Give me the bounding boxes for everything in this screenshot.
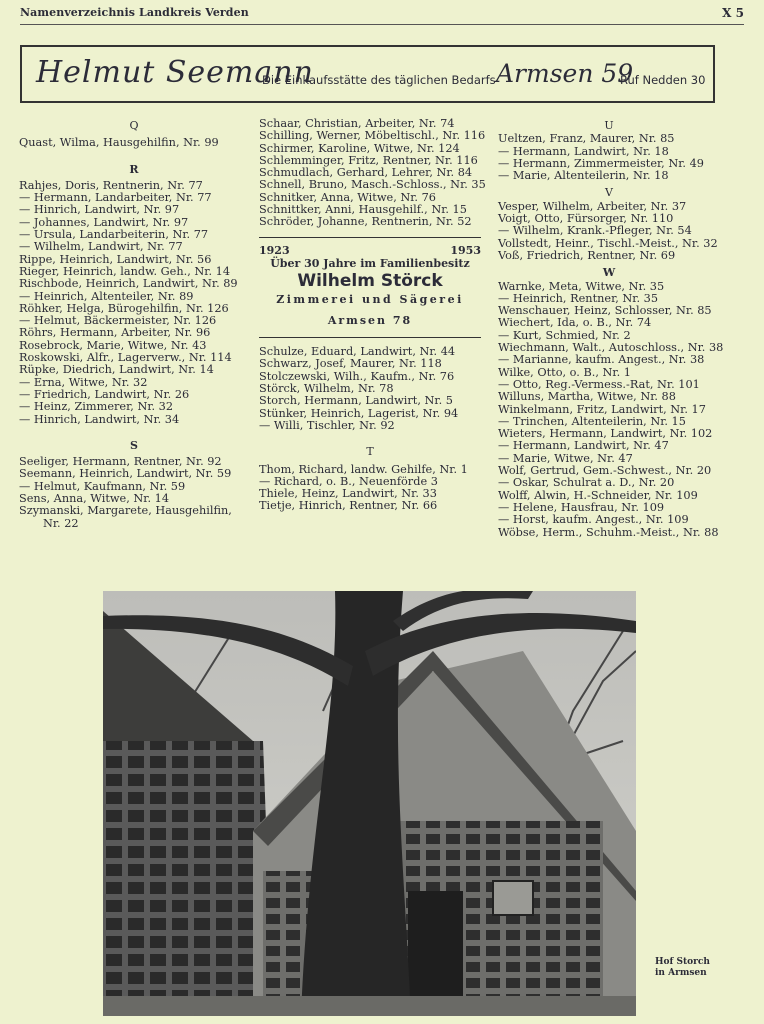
- caption-line-2: in Armsen: [655, 968, 707, 978]
- list-item: Wieters, Hermann, Landwirt, Nr. 102: [498, 427, 713, 441]
- list-item: Quast, Wilma, Hausgehilfin, Nr. 99: [19, 136, 219, 150]
- ad-name: Helmut Seemann: [36, 55, 314, 90]
- list-item: — Helene, Hausfrau, Nr. 109: [498, 500, 665, 514]
- list-item: [19, 505, 249, 530]
- list-item: — Otto, Reg.-Vermess.-Rat, Nr. 101: [498, 377, 700, 391]
- list-item: Röhker, Helga, Bürogehilfin, Nr. 126: [19, 301, 229, 315]
- list-item: — Hermann, Zimmermeister, Nr. 49: [498, 156, 704, 170]
- list-item: — Wilhelm, Krank.-Pfleger, Nr. 54: [498, 224, 692, 238]
- list-item: — Erna, Witwe, Nr. 32: [19, 375, 148, 389]
- list-item: — Heinz, Zimmerer, Nr. 32: [19, 400, 174, 414]
- list-item: Schilling, Werner, Möbeltischl., Nr. 116: [259, 129, 486, 143]
- list-item: Thiele, Heinz, Landwirt, Nr. 33: [259, 487, 437, 501]
- list-item: — Hinrich, Landwirt, Nr. 97: [19, 203, 180, 217]
- list-item: — Helmut, Bäckermeister, Nr. 126: [19, 314, 217, 328]
- header-title: Namenverzeichnis Landkreis Verden: [20, 6, 249, 19]
- list-item: Tietje, Hinrich, Rentner, Nr. 66: [259, 499, 438, 513]
- list-item: — Johannes, Landwirt, Nr. 97: [19, 215, 189, 229]
- list-item: Rieger, Heinrich, landw. Geh., Nr. 14: [19, 264, 231, 278]
- farmhouse-photo: [103, 591, 636, 1016]
- list-item: Ueltzen, Franz, Maurer, Nr. 85: [498, 132, 675, 146]
- list-item: — Hermann, Landarbeiter, Nr. 77: [19, 191, 212, 205]
- list-item: Schlemminger, Fritz, Rentner, Nr. 116: [259, 153, 478, 167]
- section-letter: Q: [129, 119, 139, 132]
- list-item: — Heinrich, Rentner, Nr. 35: [498, 291, 659, 305]
- list-item: Schwarz, Josef, Maurer, Nr. 118: [259, 357, 442, 371]
- list-item: Sens, Anna, Witwe, Nr. 14: [19, 492, 170, 506]
- section-letter: T: [366, 445, 374, 459]
- list-item: Vesper, Wilhelm, Arbeiter, Nr. 37: [498, 199, 687, 213]
- list-item: — Marianne, kaufm. Angest., Nr. 38: [498, 353, 705, 367]
- list-item: — Kurt, Schmied, Nr. 2: [498, 328, 631, 342]
- column-1: [19, 118, 249, 530]
- list-item: Seemann, Heinrich, Landwirt, Nr. 59: [19, 467, 232, 481]
- ad2-year-to: 1953: [450, 243, 481, 257]
- section-letter: R: [129, 162, 139, 176]
- section-letter: W: [602, 266, 616, 280]
- advertisement-seemann: [20, 45, 715, 103]
- list-item: Rosebrock, Marie, Witwe, Nr. 43: [19, 338, 207, 352]
- page-number: X 5: [722, 6, 744, 20]
- entries-mid: [259, 346, 481, 432]
- list-item: — Richard, o. B., Neuenförde 3: [259, 474, 438, 488]
- caption-line-1: Hof Storch: [655, 957, 710, 967]
- ad2-years: [259, 245, 481, 257]
- list-item-line: Szymanski, Margarete, Hausgehilfin,: [19, 504, 232, 518]
- list-item: Voß, Friedrich, Rentner, Nr. 69: [498, 248, 676, 262]
- list-item: — Helmut, Kaufmann, Nr. 59: [19, 479, 186, 493]
- ad2-town: Armsen 78: [327, 313, 413, 327]
- list-item: Rippe, Heinrich, Landwirt, Nr. 56: [19, 252, 212, 266]
- list-item: Vollstedt, Heinr., Tischl.-Meist., Nr. 32: [498, 236, 718, 250]
- list-item: — Willi, Tischler, Nr. 92: [259, 418, 395, 432]
- list-item: — Trinchen, Altenteilerin, Nr. 15: [498, 414, 686, 428]
- list-item: Seeliger, Hermann, Rentner, Nr. 92: [19, 455, 222, 469]
- list-item: Rüpke, Diedrich, Landwirt, Nr. 14: [19, 363, 214, 377]
- photo-caption: [655, 957, 710, 979]
- ad2-year-from: 1923: [259, 243, 290, 257]
- list-item: Winkelmann, Fritz, Landwirt, Nr. 17: [498, 402, 706, 416]
- list-item: — Marie, Altenteilerin, Nr. 18: [498, 169, 669, 183]
- list-item: Röhrs, Hermann, Arbeiter, Nr. 96: [19, 326, 211, 340]
- ad2-name: Wilhelm Störck: [297, 271, 443, 292]
- list-item: — Horst, kaufm. Angest., Nr. 109: [498, 513, 689, 527]
- list-item: Wöbse, Herm., Schuhm.-Meist., Nr. 88: [498, 525, 719, 539]
- list-item: Storch, Hermann, Landwirt, Nr. 5: [259, 394, 453, 408]
- list-item: Schirmer, Karoline, Witwe, Nr. 124: [259, 141, 460, 155]
- list-item: — Friedrich, Landwirt, Nr. 26: [19, 387, 190, 401]
- list-item: — Oskar, Schulrat a. D., Nr. 20: [498, 476, 675, 490]
- list-item: Rischbode, Heinrich, Landwirt, Nr. 89: [19, 277, 238, 291]
- list-item: Wenschauer, Heinz, Schlosser, Nr. 85: [498, 304, 712, 318]
- ad-town: Armsen 59: [496, 59, 634, 88]
- list-item-continuation: Nr. 22: [43, 516, 79, 530]
- ad2-line: Über 30 Jahre im Familienbesitz: [270, 256, 470, 270]
- ad-tagline: Die Einkaufsstätte des täglichen Bedarfs: [262, 73, 496, 87]
- section-letter: V: [605, 186, 613, 200]
- list-item: Störck, Wilhelm, Nr. 78: [259, 382, 394, 396]
- list-item: Willuns, Martha, Witwe, Nr. 88: [498, 390, 676, 404]
- list-item: — Ursula, Landarbeiterin, Nr. 77: [19, 228, 209, 242]
- list-item: Rahjes, Doris, Rentnerin, Nr. 77: [19, 178, 203, 192]
- list-item: Voigt, Otto, Fürsorger, Nr. 110: [498, 212, 674, 226]
- ad2-trade: Zimmerei und Sägerei: [276, 292, 464, 306]
- list-item: Schaar, Christian, Arbeiter, Nr. 74: [259, 117, 455, 130]
- list-item: Schnitker, Anna, Witwe, Nr. 76: [259, 190, 436, 204]
- list-item: — Heinrich, Altenteiler, Nr. 89: [19, 289, 194, 303]
- list-item: Stolczewski, Wilh., Kaufm., Nr. 76: [259, 369, 455, 383]
- list-item: Wiechert, Ida, o. B., Nr. 74: [498, 316, 652, 330]
- list-item: Wilke, Otto, o. B., Nr. 1: [498, 365, 631, 379]
- list-item: — Marie, Witwe, Nr. 47: [498, 451, 633, 465]
- list-item: Wolff, Alwin, H.-Schneider, Nr. 109: [498, 488, 698, 502]
- list-item: Warnke, Meta, Witwe, Nr. 35: [498, 279, 665, 293]
- ad-telephone: Ruf Nedden 30: [620, 73, 706, 87]
- list-item: Schmudlach, Gerhard, Lehrer, Nr. 84: [259, 166, 473, 180]
- column-2: [259, 117, 486, 513]
- list-item: Stünker, Heinrich, Lagerist, Nr. 94: [259, 406, 459, 420]
- list-item: Thom, Richard, landw. Gehilfe, Nr. 1: [259, 462, 468, 476]
- list-item: Schnittker, Anni, Hausgehilf., Nr. 15: [259, 203, 467, 217]
- list-item: Schröder, Johanne, Rentnerin, Nr. 52: [259, 215, 472, 229]
- section-letter: S: [130, 438, 138, 452]
- header-rule: [20, 24, 744, 25]
- list-item: Wiechmann, Walt., Autoschloss., Nr. 38: [498, 341, 724, 355]
- list-item: — Hinrich, Landwirt, Nr. 34: [19, 412, 180, 426]
- column-3: [498, 118, 724, 539]
- list-item: — Hermann, Landwirt, Nr. 18: [498, 144, 669, 158]
- list-item: Schulze, Eduard, Landwirt, Nr. 44: [259, 345, 456, 359]
- list-item: Wolf, Gertrud, Gem.-Schwest., Nr. 20: [498, 464, 712, 478]
- list-item: Schnell, Bruno, Masch.-Schloss., Nr. 35: [259, 178, 486, 192]
- entries-t: [259, 464, 481, 513]
- list-item: Roskowski, Alfr., Lagerverw., Nr. 114: [19, 351, 232, 365]
- advertisement-stoerck: [259, 237, 481, 338]
- entries-top: [259, 117, 486, 229]
- section-letter: U: [604, 119, 614, 132]
- list-item: — Wilhelm, Landwirt, Nr. 77: [19, 240, 183, 254]
- list-item: — Hermann, Landwirt, Nr. 47: [498, 439, 669, 453]
